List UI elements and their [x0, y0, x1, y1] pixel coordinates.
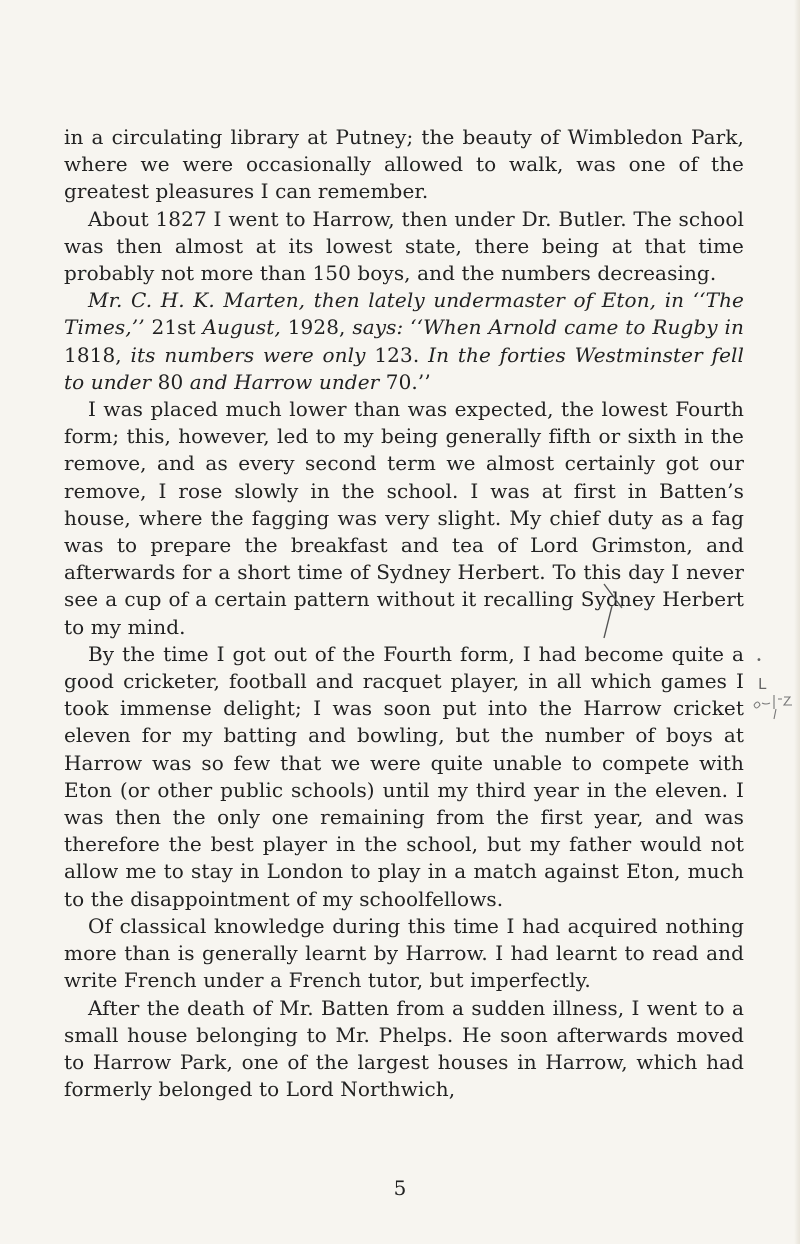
paragraph-segment: I was placed much lower than was expected, the lowest Fourth form; this, however, led to my being generally fifth or sixth in the remove, and as every second term we almost certainly got our remove, I rose slowly in the school. I was at first in Batten’s house, where the fagging was very slight. My chief duty as a fag was to prepare the breakfast and tea of Lord Grimston, and afterwards for a short time of Sydney Herbert. To this day I never see a cup of a certain pattern without it recalling Sydney Herbert to my mind. — [64, 397, 744, 639]
paragraph-segment: 1928, — [287, 315, 353, 340]
pencil-mark — [582, 578, 642, 648]
paragraph-segment: 70.’’ — [385, 369, 431, 394]
page-number: 5 — [393, 1176, 407, 1200]
paragraph-segment: says: ‘‘When Arnold came to Rugby in — [352, 315, 745, 340]
paragraph-segment: Mr. C. H. K. Marten, then lately undermaster of Eton, in ‘‘The Times,’’ — [64, 288, 744, 340]
paragraph-segment: After the death of Mr. Batten from a sudden illness, I went to a small house belonging to Mr. Phelps. He soon afterwards moved to Harrow Park, one of the largest houses in Harrow, which had formerly belonged to Lord Northwich, — [64, 995, 744, 1102]
paragraph — [64, 124, 744, 206]
margin-mark: L — [758, 675, 767, 693]
paragraph-segment: August, — [202, 315, 288, 340]
body-text — [64, 124, 744, 1103]
paragraph-segment: and Harrow under — [189, 369, 386, 394]
paragraph-segment: By the time I got out of the Fourth form, I had become quite a good cricketer, football and racquet player, in all which games I took immense delight; I was soon put into the Harrow cricket eleven for my batting and bowling, but the number of boys at Harrow was so few that we were quite unable to compete with Eton (or other public schools) until my third year in the eleven. I was then the only one remaining from the first year, and was therefore the best player in the school, but my father would not allow me to stay in London to play in a match against Eton, much to the disappointment of my schoolfellows. — [64, 641, 744, 911]
paragraph — [64, 995, 744, 1104]
paragraph-segment: 123. — [374, 342, 429, 367]
paragraph-segment: its numbers were only — [130, 342, 375, 367]
paragraph-segment: Of classical knowledge during this time I had acquired nothing more than is generally learnt by Harrow. I had learnt to read and write French under a French tutor, but imperfectly. — [64, 913, 744, 993]
margin-dot: • — [756, 655, 762, 666]
margin-annotation — [752, 655, 798, 725]
paragraph-segment: 21st — [151, 315, 203, 340]
paragraph-segment: 1818, — [64, 342, 131, 367]
paragraph — [64, 913, 744, 995]
paragraph — [64, 396, 744, 641]
paragraph-segment: in a circulating library at Putney; the beauty of Wimbledon Park, where we were occasionally allowed to walk, was one of the greatest pleasures I can remember. — [64, 125, 744, 204]
paragraph-segment: 80 — [157, 369, 190, 394]
paragraph-segment: In the forties Westminster fell to under — [64, 342, 744, 394]
page-edge — [794, 0, 800, 1244]
paragraph — [64, 206, 744, 288]
pencil-scribble-icon — [582, 578, 642, 648]
margin-scribble-icon — [752, 691, 798, 721]
paragraph-segment: About 1827 I went to Harrow, then under Dr. Butler. The school was then almost at its lowest state, there being at that time probably not more than 150 boys, and the numbers decreasing. — [64, 206, 744, 286]
paragraph — [64, 287, 744, 396]
paragraph — [64, 641, 744, 913]
